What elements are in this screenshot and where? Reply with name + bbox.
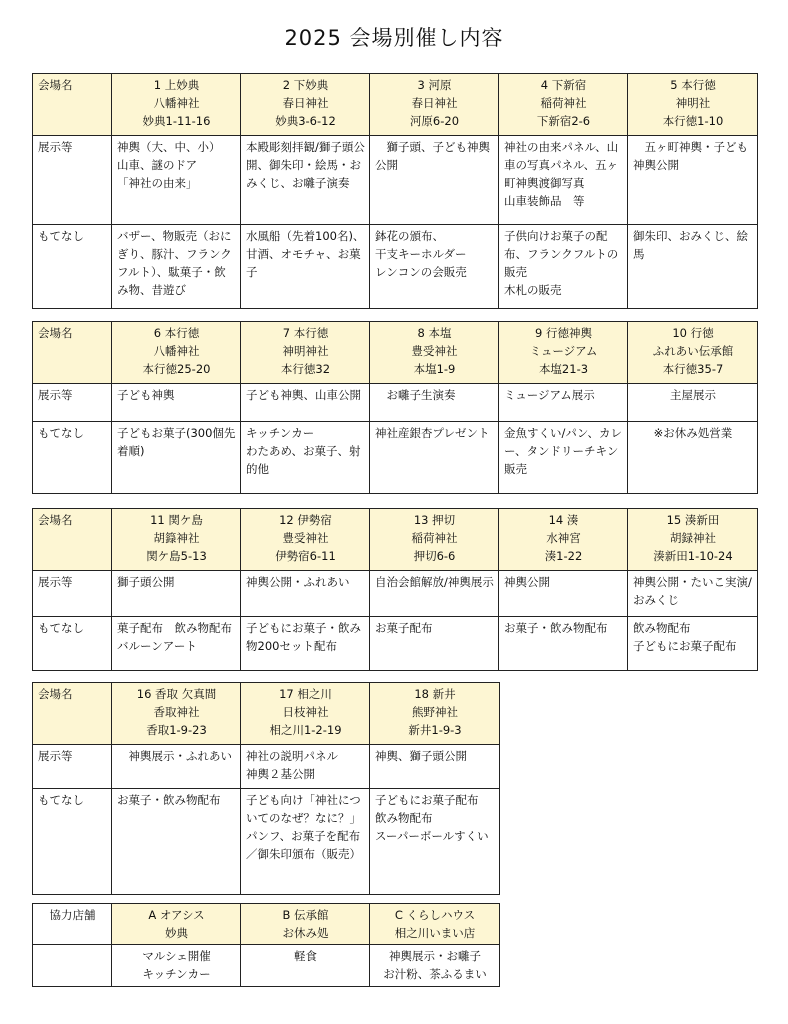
- hospitality-cell: 子ども向け「神社についてのなぜ？なに？」パンフ、お菓子を配布／御朱印頒布（販売）: [241, 789, 370, 895]
- venue-address: 下新宿2-6: [536, 114, 591, 128]
- shop-header-cell: [112, 904, 241, 945]
- exhibit-cell: 神輿、獅子頭公開: [370, 745, 500, 789]
- shop-header-cell: [241, 904, 370, 945]
- exhibit-label: 展示等: [33, 384, 112, 422]
- venue-address: 本行徳32: [280, 362, 331, 376]
- shops-label: 協力店舗: [33, 904, 112, 945]
- venue-address: 妙典3-6-12: [275, 114, 336, 128]
- venue-label: 会場名: [33, 322, 112, 384]
- hospitality-cell: キッチンカー わたあめ、お菓子、射的他: [241, 422, 370, 494]
- venue-cell: [370, 74, 499, 136]
- venue-name: 14 湊: [548, 513, 579, 527]
- venue-shrine: 水神宮: [546, 531, 581, 545]
- exhibit-cell: 子ども神輿: [112, 384, 241, 422]
- venue-name: 8 本塩: [417, 326, 452, 340]
- hospitality-cell: 子どもお菓子(300個先着順): [112, 422, 241, 494]
- venue-name: 5 本行徳: [670, 78, 716, 92]
- exhibit-label: 展示等: [33, 571, 112, 617]
- shop-place: 妙典: [165, 926, 188, 940]
- exhibit-cell: ミュージアム展示: [499, 384, 628, 422]
- venue-name: 15 湊新田: [666, 513, 720, 527]
- venue-shrine: 神明神社: [282, 344, 329, 358]
- venue-cell: [499, 322, 628, 384]
- venue-shrine: 胡籙神社: [153, 531, 200, 545]
- venue-name: 16 香取 欠真間: [136, 687, 217, 701]
- shops-empty-cell: [33, 945, 112, 987]
- exhibit-cell: 主屋展示: [628, 384, 758, 422]
- venue-name: 13 押切: [413, 513, 456, 527]
- venue-cell: [241, 509, 370, 571]
- venue-address: 本行徳25-20: [142, 362, 211, 376]
- venue-cell: [241, 74, 370, 136]
- shop-detail-line: 軽食: [294, 949, 317, 963]
- venue-table-4: [32, 682, 500, 895]
- shop-place: お休み処: [282, 926, 329, 940]
- exhibit-cell: 本殿彫刻拝観/獅子頭公開、御朱印・絵馬・おみくじ、お囃子演奏: [241, 136, 370, 225]
- venue-cell: [370, 509, 499, 571]
- venue-shrine: 豊受神社: [282, 531, 329, 545]
- venue-label: 会場名: [33, 509, 112, 571]
- exhibit-cell: 神社の由来パネル、山車の写真パネル、五ヶ町神輿渡御写真 山車装飾品 等: [499, 136, 628, 225]
- venue-address: 湊新田1-10-24: [653, 549, 733, 563]
- venue-shrine: 稲荷神社: [540, 96, 587, 110]
- exhibit-cell: 神輿公開・たいこ実演/おみくじ: [628, 571, 758, 617]
- venue-cell: [241, 683, 370, 745]
- venue-table-2: [32, 321, 758, 494]
- venue-name: 2 下妙典: [282, 78, 329, 92]
- shop-detail-line: お汁粉、茶ふるまい: [383, 967, 487, 981]
- venue-address: 香取1-9-23: [146, 723, 207, 737]
- shop-name: C くらしハウス: [394, 908, 476, 922]
- hospitality-label: もてなし: [33, 617, 112, 671]
- hospitality-label: もてなし: [33, 225, 112, 309]
- venue-name: 12 伊勢宿: [279, 513, 332, 527]
- page-title: 2025 会場別催し内容: [284, 26, 504, 50]
- exhibit-cell: 獅子頭、子ども神輿公開: [370, 136, 499, 225]
- venue-address: 湊1-22: [544, 549, 583, 563]
- venue-cell: [628, 509, 758, 571]
- hospitality-cell: 菓子配布 飲み物配布 バルーンアート: [112, 617, 241, 671]
- hospitality-cell: 子どもにお菓子配布 飲み物配布 スーパーボールすくい: [370, 789, 500, 895]
- exhibit-cell: 獅子頭公開: [112, 571, 241, 617]
- venue-cell: [112, 74, 241, 136]
- exhibit-cell: 神輿（大、中、小） 山車、謎のドア 「神社の由来」: [112, 136, 241, 225]
- hospitality-cell: 子どもにお菓子・飲み物200セット配布: [241, 617, 370, 671]
- exhibit-cell: 神輿公開・ふれあい: [241, 571, 370, 617]
- venue-name: 10 行徳: [672, 326, 714, 340]
- shop-detail-cell: [370, 945, 500, 987]
- shop-name: B 伝承館: [282, 908, 329, 922]
- hospitality-cell: 飲み物配布 子どもにお菓子配布: [628, 617, 758, 671]
- venue-label: 会場名: [33, 683, 112, 745]
- shops-table: [32, 903, 500, 987]
- venue-address: 本行徳35-7: [662, 362, 724, 376]
- venue-address: 本塩1-9: [413, 362, 456, 376]
- venue-address: 押切6-6: [413, 549, 456, 563]
- venue-cell: [112, 322, 241, 384]
- venue-shrine: 八幡神社: [153, 96, 200, 110]
- exhibit-cell: 神輿公開: [499, 571, 628, 617]
- shop-detail-line: 神輿展示・お囃子: [389, 949, 481, 963]
- hospitality-cell: 鉢花の頒布、 干支キーホルダー レンコンの会販売: [370, 225, 499, 309]
- hospitality-cell: バザー、物販売（おにぎり、豚汁、フランクフルト）、駄菓子・飲み物、昔遊び: [112, 225, 241, 309]
- venue-label: 会場名: [33, 74, 112, 136]
- exhibit-cell: お囃子生演奏: [370, 384, 499, 422]
- venue-shrine: 神明社: [675, 96, 711, 110]
- hospitality-cell: 金魚すくい/パン、カレー、タンドリーチキン販売: [499, 422, 628, 494]
- hospitality-cell: 御朱印、おみくじ、絵馬: [628, 225, 758, 309]
- venue-address: 関ケ島5-13: [146, 549, 207, 563]
- hospitality-label: もてなし: [33, 789, 112, 895]
- venue-name: 18 新井: [414, 687, 456, 701]
- shop-detail-line: マルシェ開催: [142, 949, 211, 963]
- shop-place: 相之川いまい店: [394, 926, 476, 940]
- venue-name: 3 河原: [417, 78, 452, 92]
- exhibit-label: 展示等: [33, 745, 112, 789]
- venue-name: 11 関ケ島: [150, 513, 203, 527]
- venue-shrine: 八幡神社: [153, 344, 200, 358]
- venue-shrine: 熊野神社: [412, 705, 458, 719]
- venue-cell: [628, 322, 758, 384]
- venue-shrine: 春日神社: [411, 96, 458, 110]
- hospitality-cell: 神社産銀杏プレゼント: [370, 422, 499, 494]
- venue-address: 伊勢宿6-11: [275, 549, 336, 563]
- venue-cell: [370, 683, 500, 745]
- venue-name: 1 上妙典: [153, 78, 200, 92]
- venue-cell: [499, 509, 628, 571]
- venue-shrine: ミュージアム: [529, 344, 598, 358]
- venue-shrine: 日枝神社: [282, 705, 329, 719]
- shop-header-cell: [370, 904, 500, 945]
- hospitality-cell: お菓子・飲み物配布: [499, 617, 628, 671]
- venue-shrine: 稲荷神社: [411, 531, 458, 545]
- hospitality-cell: お菓子・飲み物配布: [112, 789, 241, 895]
- shop-detail-line: キッチンカー: [142, 967, 211, 981]
- venue-cell: [241, 322, 370, 384]
- hospitality-cell: お菓子配布: [370, 617, 499, 671]
- venue-address: 妙典1-11-16: [142, 114, 211, 128]
- shop-name: A オアシス: [148, 908, 205, 922]
- exhibit-cell: 神輿展示・ふれあい: [112, 745, 241, 789]
- venue-table-1: [32, 73, 758, 309]
- venue-cell: [112, 509, 241, 571]
- venue-shrine: 香取神社: [153, 705, 200, 719]
- exhibit-cell: 五ヶ町神輿・子ども神輿公開: [628, 136, 758, 225]
- exhibit-cell: 神社の説明パネル 神輿２基公開: [241, 745, 370, 789]
- shop-detail-cell: [241, 945, 370, 987]
- hospitality-cell: ※お休み処営業: [628, 422, 758, 494]
- exhibit-cell: 自治会館解放/神輿展示: [370, 571, 499, 617]
- venue-cell: [628, 74, 758, 136]
- venue-table-3: [32, 508, 758, 671]
- venue-name: 17 相之川: [279, 687, 332, 701]
- exhibit-label: 展示等: [33, 136, 112, 225]
- venue-address: 相之川1-2-19: [269, 723, 342, 737]
- venue-shrine: 胡録神社: [670, 531, 716, 545]
- venue-address: 新井1-9-3: [408, 723, 462, 737]
- venue-shrine: ふれあい伝承館: [652, 344, 734, 358]
- venue-address: 本塩21-3: [538, 362, 589, 376]
- venue-shrine: 春日神社: [282, 96, 329, 110]
- venue-name: 9 行徳神輿: [535, 326, 592, 340]
- venue-name: 7 本行徳: [282, 326, 329, 340]
- venue-address: 河原6-20: [409, 114, 460, 128]
- venue-address: 本行徳1-10: [662, 114, 724, 128]
- venue-cell: [112, 683, 241, 745]
- hospitality-label: もてなし: [33, 422, 112, 494]
- exhibit-cell: 子ども神輿、山車公開: [241, 384, 370, 422]
- hospitality-cell: 水風船（先着100名)、甘酒、オモチャ、お菓子: [241, 225, 370, 309]
- shop-detail-cell: [112, 945, 241, 987]
- venue-name: 6 本行徳: [153, 326, 200, 340]
- venue-cell: [370, 322, 499, 384]
- hospitality-cell: 子供向けお菓子の配布、フランクフルトの販売 木札の販売: [499, 225, 628, 309]
- venue-cell: [499, 74, 628, 136]
- venue-shrine: 豊受神社: [411, 344, 458, 358]
- venue-name: 4 下新宿: [540, 78, 587, 92]
